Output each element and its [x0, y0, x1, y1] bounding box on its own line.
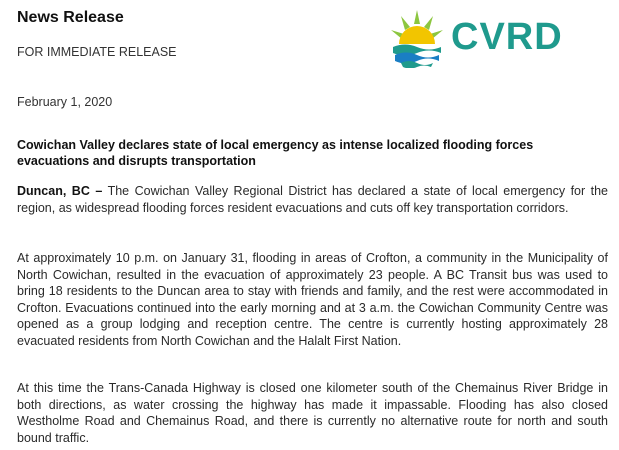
release-status: FOR IMMEDIATE RELEASE — [17, 45, 177, 59]
dateline: Duncan, BC – — [17, 184, 103, 198]
headline: Cowichan Valley declares state of local emergency as intense localized flooding forces evacuations and disrupts transportation — [17, 138, 534, 168]
document-title: News Release — [17, 9, 124, 26]
cvrd-logo-text: CVRD — [451, 16, 563, 58]
release-date: February 1, 2020 — [17, 95, 113, 109]
cvrd-logo-mark-icon — [387, 6, 447, 68]
body-paragraph-2: At approximately 10 p.m. on January 31, flooding in areas of Crofton, a community in the Municipality of North Cowichan, resulted in the evacuation of approximately 23 people. A BC Transit bus was used to bring 18 residents to the Duncan area to stay with friends and family, and the rest were accommodated in Crofton. Evacuations continued into the early morning and at 3 a.m. the Cowichan Community Centre was opened as a group lodging and reception centre. The centre is currently hosting approximately 28 evacuated residents from North Cowichan and the Halalt First Nation. — [17, 251, 608, 348]
body-paragraph-1 — [17, 183, 608, 216]
body-paragraph-3: At this time the Trans-Canada Highway is closed one kilometer south of the Chemainus River Bridge in both directions, as water crossing the highway has made it impassable. Flooding has also closed Westholme Road and Chemainus Road, and there is currently no alternative route for north and south bound traffic. — [17, 381, 608, 445]
paragraph-1-text: The Cowichan Valley Regional District has declared a state of local emergency for the region, as widespread flooding forces resident evacuations and cuts off key transportation corridors. — [17, 184, 609, 215]
cvrd-logo — [387, 6, 607, 68]
